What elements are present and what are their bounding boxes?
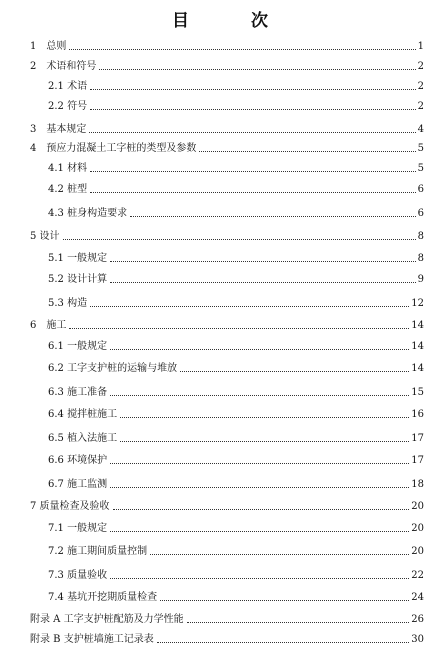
- toc-entry-label: 2.2 符号: [48, 101, 88, 112]
- toc-dot-leader: [110, 531, 409, 532]
- toc-dot-leader: [150, 554, 409, 555]
- toc-dot-leader: [63, 239, 416, 240]
- toc-entry-label: 6.7 施工监测: [48, 479, 108, 490]
- toc-entry: [48, 206, 424, 220]
- toc-dot-leader: [120, 417, 409, 418]
- toc-entry-label: 5.1 一般规定: [48, 253, 108, 264]
- toc-entry: [48, 339, 424, 353]
- toc-entry-page-number: 14: [411, 320, 424, 331]
- toc-dot-leader: [110, 395, 409, 396]
- toc-entry-label: 4.2 桩型: [48, 184, 88, 195]
- toc-entry-page-number: 14: [411, 341, 424, 352]
- toc-entry-page-number: 2: [417, 61, 424, 72]
- toc-entry-label: 4.3 桩身构造要求: [48, 208, 128, 219]
- toc-entry-page-number: 20: [411, 501, 424, 512]
- toc-entry: [30, 632, 424, 646]
- toc-entry-label: 7.4 基坑开挖期质量检查: [48, 592, 158, 603]
- toc-dot-leader: [69, 49, 415, 50]
- toc-entry-label: 6.4 搅拌桩施工: [48, 409, 118, 420]
- toc-entry-label: 6.5 植入法施工: [48, 433, 118, 444]
- toc-entry: [30, 318, 424, 332]
- toc-entry: [30, 141, 424, 155]
- toc-entry-page-number: 17: [411, 455, 424, 466]
- toc-entry-page-number: 14: [411, 363, 424, 374]
- toc-dot-leader: [90, 109, 416, 110]
- toc-entry: [48, 590, 424, 604]
- toc-entry-page-number: 15: [411, 387, 424, 398]
- toc-entry-label: 2.1 术语: [48, 81, 88, 92]
- toc-dot-leader: [199, 151, 415, 152]
- toc-entry-page-number: 4: [417, 124, 424, 135]
- toc-entry-label: 3 基本规定: [30, 124, 87, 135]
- toc-dot-leader: [110, 349, 409, 350]
- toc-entry: [48, 182, 424, 196]
- toc-entry: [48, 407, 424, 421]
- toc-entry-label: 7.2 施工期间质量控制: [48, 546, 148, 557]
- toc-entry: [30, 612, 424, 626]
- toc-entry: [30, 499, 424, 513]
- toc-dot-leader: [120, 441, 409, 442]
- toc-dot-leader: [130, 216, 416, 217]
- toc-entry: [30, 122, 424, 136]
- toc-entry-label: 6.3 施工准备: [48, 387, 108, 398]
- toc-entry: [48, 361, 424, 375]
- toc-entry-page-number: 16: [411, 409, 424, 420]
- toc-entry-page-number: 9: [417, 274, 424, 285]
- toc-entry-label: 7.1 一般规定: [48, 523, 108, 534]
- toc-entry: [48, 79, 424, 93]
- toc-dot-leader: [110, 487, 409, 488]
- toc-entry-label: 4 预应力混凝土工字桩的类型及参数: [30, 143, 197, 154]
- toc-entry: [48, 99, 424, 113]
- toc-entry: [48, 568, 424, 582]
- toc-dot-leader: [90, 171, 416, 172]
- toc-entry: [48, 544, 424, 558]
- toc-entry-label: 5 设计: [30, 231, 60, 242]
- toc-entry-page-number: 1: [417, 41, 424, 52]
- toc-entry: [48, 385, 424, 399]
- toc-title: 目 次: [172, 11, 296, 31]
- toc-entry-page-number: 6: [417, 208, 424, 219]
- toc-dot-leader: [110, 282, 416, 283]
- toc-entry-page-number: 5: [417, 143, 424, 154]
- toc-entry: [48, 296, 424, 310]
- toc-dot-leader: [90, 306, 409, 307]
- toc-entry-page-number: 20: [411, 523, 424, 534]
- toc-entry-label: 5.2 设计计算: [48, 274, 108, 285]
- toc-entry-page-number: 22: [411, 570, 424, 581]
- toc-dot-leader: [160, 600, 409, 601]
- toc-entry-label: 6.1 一般规定: [48, 341, 108, 352]
- toc-entry: [30, 229, 424, 243]
- toc-dot-leader: [90, 89, 416, 90]
- toc-entry-page-number: 5: [417, 163, 424, 174]
- toc-entry-page-number: 8: [417, 253, 424, 264]
- toc-dot-leader: [180, 371, 409, 372]
- toc-entry-page-number: 17: [411, 433, 424, 444]
- toc-entry: [48, 453, 424, 467]
- toc-entry: [48, 521, 424, 535]
- toc-dot-leader: [90, 192, 416, 193]
- toc-entry-label: 5.3 构造: [48, 298, 88, 309]
- toc-entry: [48, 477, 424, 491]
- toc-entry-page-number: 8: [417, 231, 424, 242]
- toc-entry-label: 附录 B 支护桩墙施工记录表: [30, 634, 154, 645]
- toc-dot-leader: [99, 69, 415, 70]
- toc-entry: [30, 59, 424, 73]
- toc-dot-leader: [89, 132, 415, 133]
- toc-entry-label: 6 施工: [30, 320, 67, 331]
- toc-entry: [30, 39, 424, 53]
- toc-dot-leader: [110, 578, 409, 579]
- toc-dot-leader: [110, 463, 409, 464]
- toc-entry-page-number: 2: [417, 81, 424, 92]
- toc-dot-leader: [113, 509, 410, 510]
- toc-entry-label: 6.6 环境保护: [48, 455, 108, 466]
- toc-dot-leader: [187, 622, 410, 623]
- toc-entry-label: 4.1 材料: [48, 163, 88, 174]
- toc-dot-leader: [69, 328, 409, 329]
- toc-entry-page-number: 24: [411, 592, 424, 603]
- toc-entry: [48, 161, 424, 175]
- toc-entry-page-number: 26: [411, 614, 424, 625]
- toc-dot-leader: [157, 642, 410, 643]
- toc-entry-page-number: 12: [411, 298, 424, 309]
- toc-entry-label: 7.3 质量验收: [48, 570, 108, 581]
- toc-entry-page-number: 20: [411, 546, 424, 557]
- toc-entry: [48, 431, 424, 445]
- toc-entry: [48, 272, 424, 286]
- toc-entry-page-number: 2: [417, 101, 424, 112]
- toc-entry-label: 附录 A 工字支护桩配筋及力学性能: [30, 614, 184, 625]
- toc-entry-page-number: 6: [417, 184, 424, 195]
- toc-entry-label: 7 质量检查及验收: [30, 501, 110, 512]
- toc-dot-leader: [110, 261, 416, 262]
- toc-entry-label: 1 总则: [30, 41, 67, 52]
- toc-entry-page-number: 18: [411, 479, 424, 490]
- toc-entry-label: 2 术语和符号: [30, 61, 97, 72]
- toc-entry-label: 6.2 工字支护桩的运输与堆放: [48, 363, 178, 374]
- toc-entry: [48, 251, 424, 265]
- toc-entry-page-number: 30: [411, 634, 424, 645]
